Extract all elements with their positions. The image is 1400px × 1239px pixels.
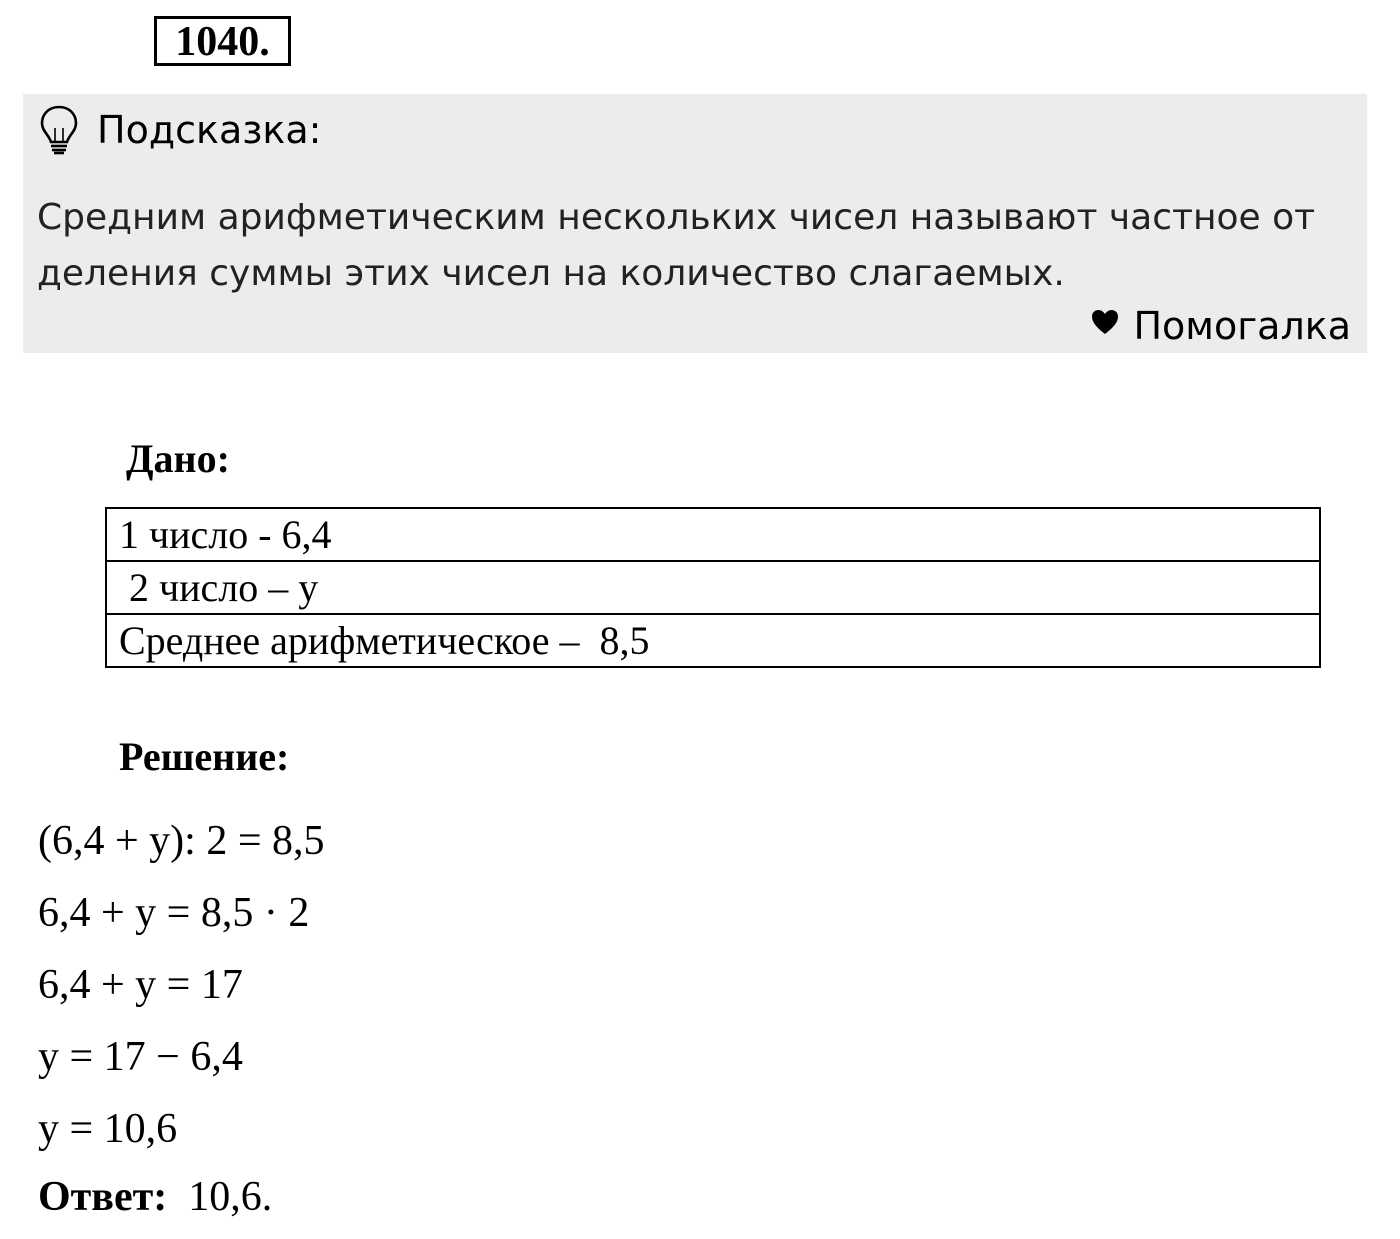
given-table — [105, 507, 1321, 668]
table-row — [106, 508, 1320, 561]
solution-heading: Решение: — [119, 734, 290, 779]
heart-icon — [1091, 309, 1119, 335]
brand-label: Помогалка — [1133, 304, 1351, 348]
hint-box — [23, 94, 1367, 353]
hint-title: Подсказка: — [97, 108, 322, 152]
given-cell: 2 число – y — [106, 561, 1320, 614]
solution-step: 6,4 + y = 17 — [38, 962, 243, 1008]
given-cell: 1 число - 6,4 — [106, 508, 1320, 561]
answer — [38, 1168, 272, 1226]
given-heading: Дано: — [126, 436, 230, 481]
solution-step: 6,4 + y = 8,5 · 2 — [38, 890, 310, 936]
answer-value: 10,6. — [188, 1174, 273, 1220]
brand — [1091, 302, 1351, 350]
solution-step: y = 10,6 — [38, 1106, 178, 1152]
solution-step: y = 17 − 6,4 — [38, 1034, 243, 1080]
given-cell: Среднее арифметическое – 8,5 — [106, 614, 1320, 667]
table-row — [106, 561, 1320, 614]
solution-steps — [38, 805, 325, 1165]
lightbulb-icon — [39, 104, 79, 156]
table-row — [106, 614, 1320, 667]
hint-text: Средним арифметическим нескольких чисел называют частное от деления суммы этих чисел на количество слагаемых. — [37, 197, 1316, 294]
answer-label: Ответ: — [38, 1174, 168, 1220]
problem-number: 1040. — [154, 16, 291, 66]
solution-step: (6,4 + y): 2 = 8,5 — [38, 818, 325, 864]
